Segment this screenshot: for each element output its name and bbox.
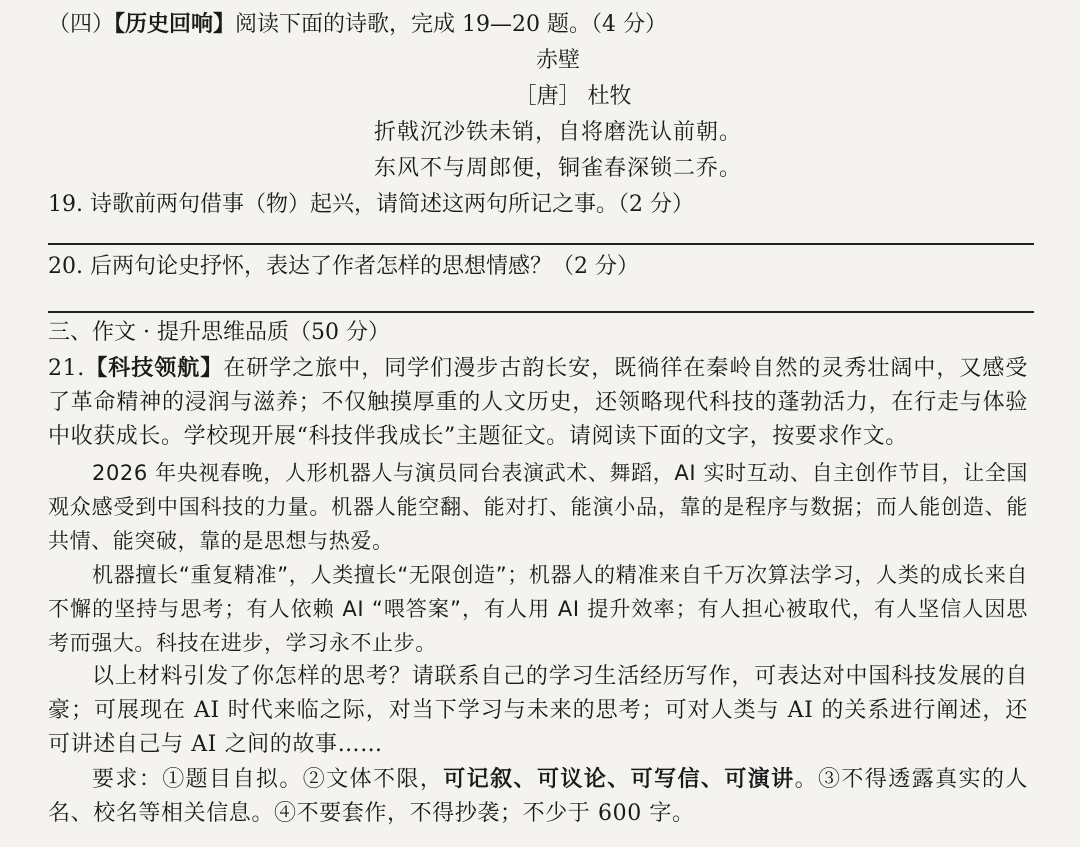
poem-title: 赤壁 [535, 48, 580, 73]
answer-line-20 [48, 285, 1034, 313]
writing-prompt: 以上材料引发了你怎样的思考？请联系自己的学习生活经历写作，可表达对中国科技发展的自豪；可展现在 AI 时代来临之际，对当下学习与未来的思考；可对人类与 AI 的关系进行阐述，还可讲述自己与 AI 之间的故事…… [48, 664, 1028, 757]
section-4-number: （四） [48, 12, 115, 37]
material-paragraph-1: 2026 年央视春晚，人形机器人与演员同台表演武术、舞蹈，AI 实时互动、自主创作节目，让全国观众感受到中国科技的力量。机器人能空翻、能对打、能演小品，靠的是程序与数据；而人能创造、能共情、能突破，靠的是思想与热爱。 [48, 461, 1028, 553]
section-3-heading: 三、作文 · 提升思维品质（50 分） [48, 320, 390, 345]
requirements-lead: 要求：①题目自拟。②文体不限， [92, 767, 444, 792]
question-21-tag: 【科技领航】 [84, 355, 224, 381]
question-20: 20. 后两句论史抒怀，表达了作者怎样的思想情感？（2 分） [48, 254, 639, 279]
section-4-heading [48, 6, 1028, 43]
requirements-tail: 。③不得透露真实的人名、校名等相关信息。④不要套作，不得抄袭；不少于 600 字。 [48, 767, 1028, 826]
poem-line-2: 东风不与周郎便，铜雀春深锁二乔。 [373, 156, 742, 181]
section-4-intro: 阅读下面的诗歌，完成 19—20 题。（4 分） [235, 12, 667, 37]
question-21-intro [48, 351, 1028, 454]
question-21-intro-text: 在研学之旅中，同学们漫步古韵长安，既徜徉在秦岭自然的灵秀壮阔中，又感受了革命精神的浸润与滋养；不仅触摸厚重的人文历史，还领略现代科技的蓬勃活力，在行走与体验中收获成长。学校现开展“科技伴我成长”主题征文。请阅读下面的文字，按要求作文。 [48, 356, 1028, 449]
question-21-number: 21. [48, 356, 85, 381]
poem-line-1: 折戟沉沙铁未销，自将磨洗认前朝。 [373, 120, 742, 145]
material-paragraph-2: 机器擅长“重复精准”，人类擅长“无限创造”；机器人的精准来自千万次算法学习，人类的成长来自不懈的坚持与思考；有人依赖 AI “喂答案”，有人用 AI 提升效率；有人担心被取代，有人坚信人因思考而强大。科技在进步，学习永不止步。 [48, 563, 1028, 655]
poem-author: ［唐］ 杜牧 [514, 84, 632, 109]
writing-requirements [48, 762, 1028, 831]
requirements-genres: 可记叙、可议论、可写信、可演讲 [443, 766, 795, 792]
question-19: 19. 诗歌前两句借事（物）起兴，请简述这两句所记之事。（2 分） [48, 192, 694, 217]
section-4-tag: 【历史回响】 [114, 11, 236, 37]
answer-line-19 [48, 223, 1034, 245]
